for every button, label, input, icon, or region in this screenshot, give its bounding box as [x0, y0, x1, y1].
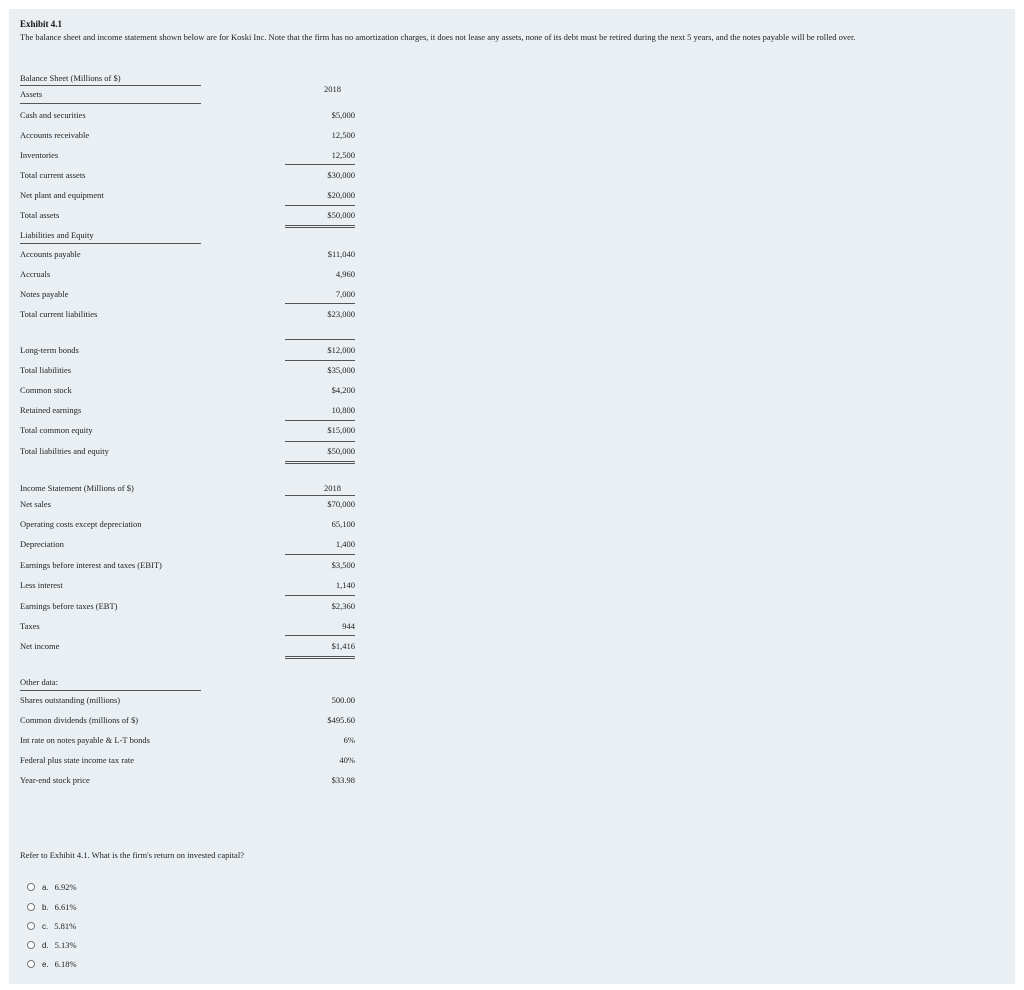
row-value: $11,040 — [327, 249, 355, 259]
table-row — [20, 363, 355, 377]
table-row — [20, 208, 355, 222]
row-value: $4,200 — [331, 385, 355, 395]
subtotal-line — [285, 205, 355, 206]
radio-button[interactable] — [27, 903, 35, 911]
answer-option-b[interactable] — [27, 900, 77, 914]
total-double-line — [285, 461, 355, 462]
option-text: 6.92% — [54, 882, 77, 892]
divider — [20, 103, 201, 104]
row-label: Net plant and equipment — [20, 190, 104, 200]
row-value: $12,000 — [327, 345, 355, 355]
table-row — [20, 639, 355, 653]
other-data-title: Other data: — [20, 677, 58, 687]
row-label: Depreciation — [20, 539, 64, 549]
balance-sheet-year: 2018 — [324, 84, 341, 94]
balance-sheet-title: Balance Sheet (Millions of $) — [20, 73, 121, 83]
row-value: $15,000 — [327, 425, 355, 435]
table-row — [20, 108, 355, 122]
table-row — [20, 497, 355, 511]
subtotal-line — [285, 164, 355, 165]
liabilities-header-row — [20, 228, 355, 242]
row-label: Int rate on notes payable & L-T bonds — [20, 735, 150, 745]
option-text: 6.18% — [54, 959, 77, 969]
radio-button[interactable] — [27, 960, 35, 968]
table-row — [20, 247, 355, 261]
other-data-title-row — [20, 675, 355, 689]
row-value: 944 — [342, 621, 355, 631]
divider — [20, 85, 201, 86]
row-value: $33.98 — [331, 775, 355, 785]
row-label: Total liabilities — [20, 365, 72, 375]
row-label: Earnings before taxes (EBT) — [20, 601, 118, 611]
row-value: 1,140 — [335, 580, 355, 590]
divider — [285, 495, 355, 496]
radio-button[interactable] — [27, 883, 35, 891]
row-value: $70,000 — [327, 499, 355, 509]
table-row — [20, 423, 355, 437]
row-value: 10,800 — [331, 405, 355, 415]
row-label: Net sales — [20, 499, 51, 509]
row-label: Less interest — [20, 580, 63, 590]
subtotal-line — [285, 441, 355, 442]
row-value: 12,500 — [331, 130, 355, 140]
row-label: Total liabilities and equity — [20, 446, 109, 456]
row-value: 65,100 — [331, 519, 355, 529]
radio-button[interactable] — [27, 941, 35, 949]
table-row — [20, 599, 355, 613]
row-value: 6% — [343, 735, 355, 745]
total-double-line — [285, 656, 355, 657]
option-text: 5.81% — [54, 921, 77, 931]
assets-header-row — [20, 84, 355, 101]
table-row — [20, 619, 355, 633]
row-value: $2,360 — [331, 601, 355, 611]
table-row — [20, 444, 355, 458]
row-value: 1,400 — [335, 539, 355, 549]
table-row — [20, 307, 355, 321]
exhibit-title: Exhibit 4.1 — [20, 19, 63, 29]
row-label: Total assets — [20, 210, 60, 220]
row-value: $495.60 — [327, 715, 355, 725]
row-label: Accruals — [20, 269, 51, 279]
row-value: $20,000 — [327, 190, 355, 200]
answer-option-a[interactable] — [27, 880, 77, 894]
table-row — [20, 578, 355, 592]
option-letter: d. — [42, 940, 49, 950]
row-label: Earnings before interest and taxes (EBIT) — [20, 560, 162, 570]
radio-button[interactable] — [27, 922, 35, 930]
subtotal-line — [285, 554, 355, 555]
subtotal-line — [285, 360, 355, 361]
subtotal-line — [285, 303, 355, 304]
option-letter: a. — [42, 882, 49, 892]
table-row — [20, 168, 355, 182]
row-value: $1,416 — [331, 641, 355, 651]
row-label: Shares outstanding (millions) — [20, 695, 121, 705]
assets-header: Assets — [20, 89, 43, 99]
table-row — [20, 537, 355, 551]
row-value: $50,000 — [327, 210, 355, 220]
row-label: Accounts payable — [20, 249, 81, 259]
row-value: 40% — [339, 755, 355, 765]
subtotal-line — [285, 420, 355, 421]
row-label: Notes payable — [20, 289, 69, 299]
row-value: $5,000 — [331, 110, 355, 120]
table-row — [20, 343, 355, 357]
question-text: Refer to Exhibit 4.1. What is the firm's return on invested capital? — [20, 850, 244, 860]
table-row — [20, 287, 355, 301]
exhibit-panel — [9, 9, 1015, 984]
row-label: Net income — [20, 641, 60, 651]
exhibit-description: The balance sheet and income statement shown below are for Koski Inc. Note that the firm has no amortization charges, it does not lease any assets, none of its debt must be retired during the next 5 years, and the notes payable will be rolled over. — [20, 32, 856, 42]
total-double-line — [285, 463, 355, 464]
table-row — [20, 267, 355, 281]
subtotal-line — [285, 635, 355, 636]
table-row — [20, 403, 355, 417]
option-text: 5.13% — [54, 940, 77, 950]
row-label: Long-term bonds — [20, 345, 79, 355]
table-row — [20, 128, 355, 142]
subtotal-line — [285, 595, 355, 596]
row-label: Retained earnings — [20, 405, 82, 415]
row-value: $50,000 — [327, 446, 355, 456]
answer-option-c[interactable] — [27, 919, 76, 933]
row-label: Accounts receivable — [20, 130, 90, 140]
income-statement-title: Income Statement (Millions of $) — [20, 483, 134, 493]
answer-option-e[interactable] — [27, 957, 77, 971]
row-label: Inventories — [20, 150, 59, 160]
row-label: Total common equity — [20, 425, 93, 435]
income-statement-title-row — [20, 481, 355, 495]
income-statement-year: 2018 — [324, 483, 341, 493]
table-row — [20, 693, 355, 707]
total-double-line — [285, 225, 355, 226]
row-value: 7,000 — [335, 289, 355, 299]
row-label: Federal plus state income tax rate — [20, 755, 134, 765]
row-value: $23,000 — [327, 309, 355, 319]
table-row — [20, 713, 355, 727]
option-letter: b. — [42, 902, 49, 912]
option-letter: e. — [42, 959, 49, 969]
row-label: Common dividends (millions of $) — [20, 715, 139, 725]
option-text: 6.61% — [54, 902, 77, 912]
table-row — [20, 383, 355, 397]
balance-sheet-title-row — [20, 71, 355, 85]
subtotal-line — [285, 339, 355, 340]
table-row — [20, 188, 355, 202]
liabilities-header: Liabilities and Equity — [20, 230, 94, 240]
table-row — [20, 517, 355, 531]
row-value: 12,500 — [331, 150, 355, 160]
row-label: Total current liabilities — [20, 309, 98, 319]
divider — [20, 243, 201, 244]
table-row — [20, 148, 355, 162]
row-value: $30,000 — [327, 170, 355, 180]
total-double-line — [285, 658, 355, 659]
divider — [20, 690, 201, 691]
table-row — [20, 773, 355, 787]
row-value: 4,960 — [335, 269, 355, 279]
row-label: Common stock — [20, 385, 72, 395]
option-letter: c. — [42, 921, 49, 931]
row-label: Year-end stock price — [20, 775, 90, 785]
row-label: Operating costs except depreciation — [20, 519, 142, 529]
table-row — [20, 733, 355, 747]
table-row — [20, 753, 355, 767]
row-value: 500.00 — [331, 695, 355, 705]
row-label: Total current assets — [20, 170, 86, 180]
row-value: $3,500 — [331, 560, 355, 570]
row-value: $35,000 — [327, 365, 355, 375]
table-row — [20, 558, 355, 572]
row-label: Cash and securities — [20, 110, 86, 120]
answer-option-d[interactable] — [27, 938, 77, 952]
row-label: Taxes — [20, 621, 40, 631]
